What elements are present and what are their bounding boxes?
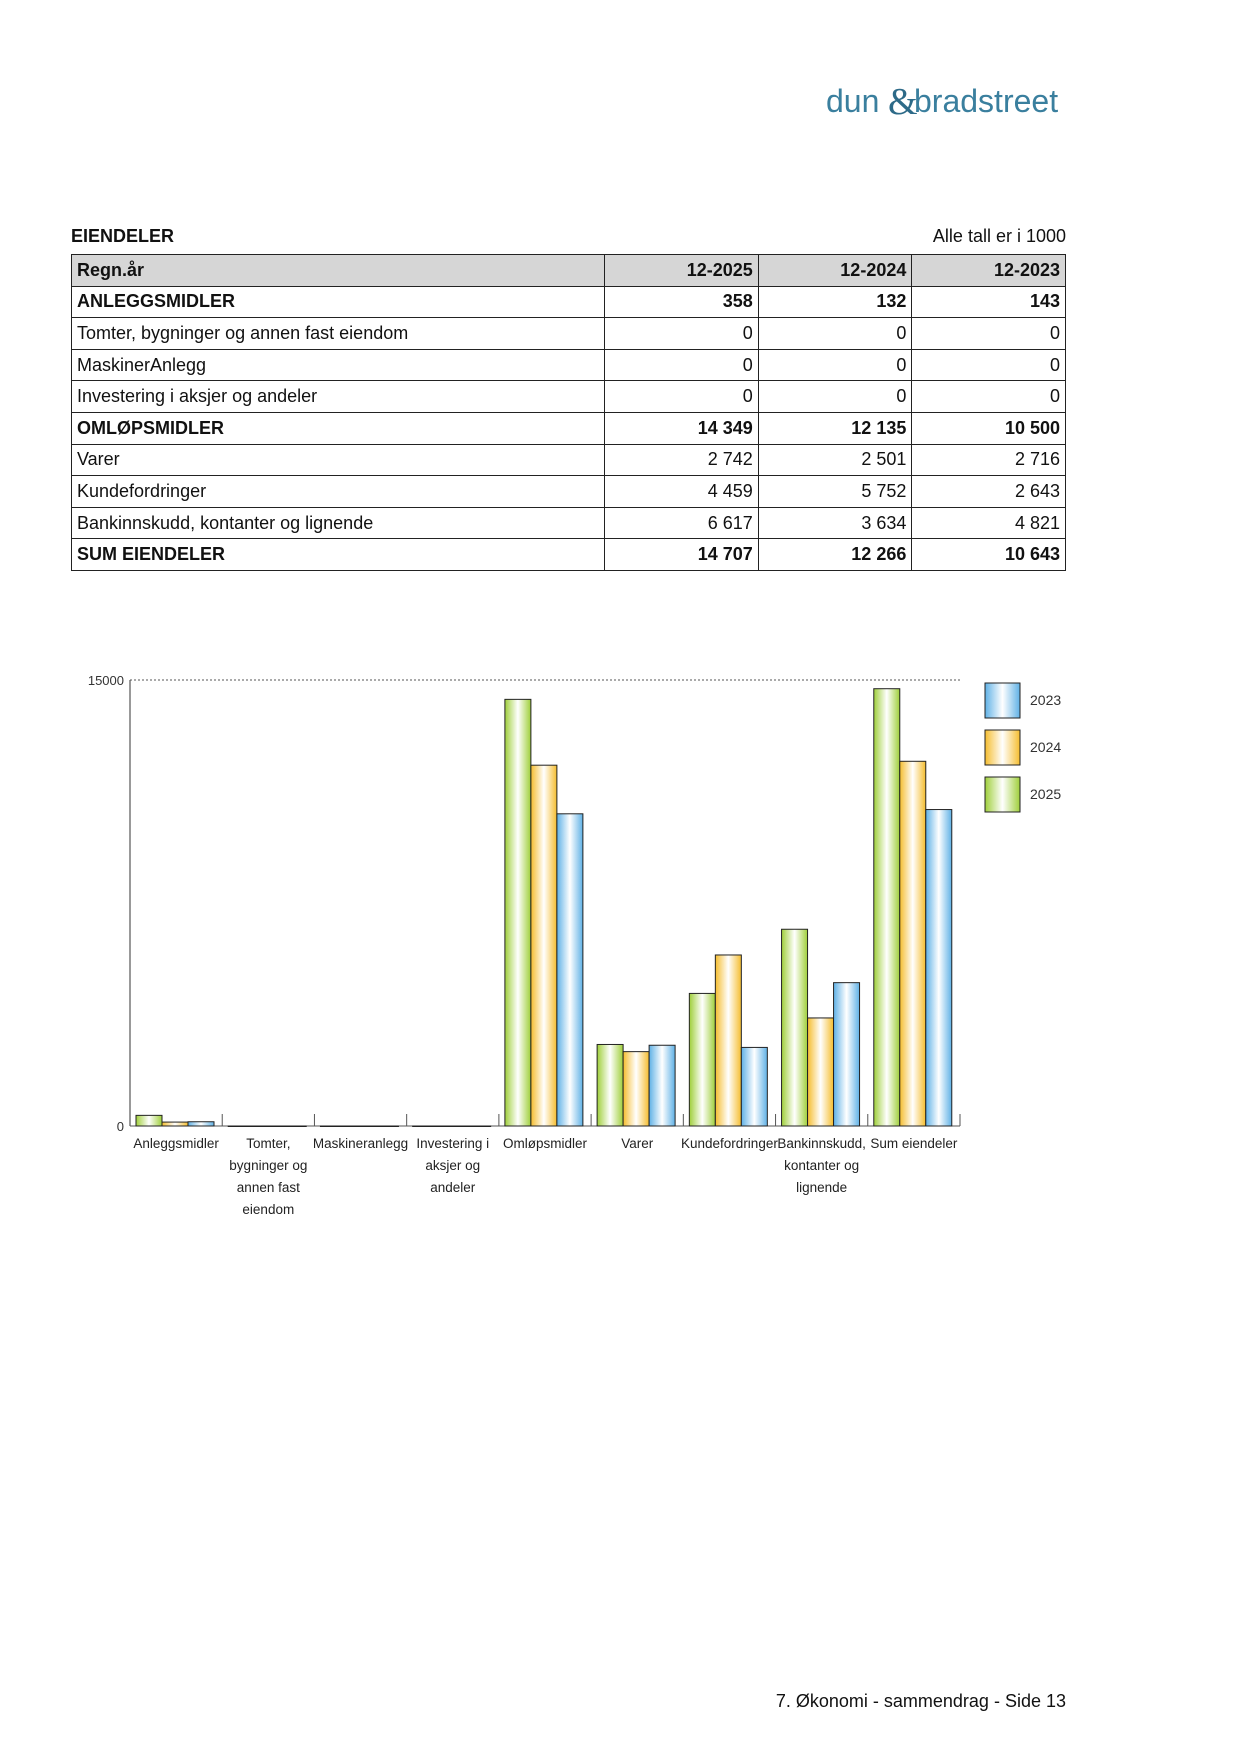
table-row bbox=[72, 286, 1066, 318]
bar-2024 bbox=[623, 1052, 649, 1126]
row-value: 0 bbox=[912, 381, 1066, 413]
chart-svg bbox=[60, 660, 1080, 1240]
assets-bar-chart bbox=[60, 660, 1080, 1240]
row-value: 0 bbox=[605, 318, 759, 350]
logo-text-bradstreet: bradstreet bbox=[914, 83, 1059, 119]
row-value: 2 501 bbox=[758, 444, 912, 476]
table-row bbox=[72, 507, 1066, 539]
column-header: Regn.år bbox=[72, 255, 605, 287]
bar-2025 bbox=[689, 993, 715, 1126]
row-value: 0 bbox=[912, 349, 1066, 381]
legend-label: 2025 bbox=[1030, 786, 1062, 802]
row-label: Varer bbox=[72, 444, 605, 476]
row-value: 14 349 bbox=[605, 412, 759, 444]
x-category-label: Bankinnskudd, bbox=[777, 1136, 866, 1151]
bar-2023 bbox=[649, 1045, 675, 1126]
row-value: 10 500 bbox=[912, 412, 1066, 444]
bar-2024 bbox=[715, 955, 741, 1126]
bar-2023 bbox=[188, 1122, 214, 1126]
bar-2025 bbox=[874, 689, 900, 1126]
x-category-label: eiendom bbox=[242, 1202, 295, 1217]
row-value: 12 266 bbox=[758, 539, 912, 571]
bar-2024 bbox=[531, 765, 557, 1126]
row-label: SUM EIENDELER bbox=[72, 539, 605, 571]
row-value: 0 bbox=[758, 349, 912, 381]
table-row bbox=[72, 381, 1066, 413]
bar-2025 bbox=[136, 1115, 162, 1126]
row-value: 4 821 bbox=[912, 507, 1066, 539]
table-row bbox=[72, 412, 1066, 444]
legend-swatch-2025 bbox=[985, 777, 1020, 812]
x-category-label: annen fast bbox=[236, 1180, 300, 1195]
row-value: 6 617 bbox=[605, 507, 759, 539]
unit-note: Alle tall er i 1000 bbox=[932, 226, 1066, 246]
table-row bbox=[72, 318, 1066, 350]
bar-2025 bbox=[413, 1126, 439, 1127]
y-tick-label: 15000 bbox=[87, 673, 124, 688]
row-label: MaskinerAnlegg bbox=[72, 349, 605, 381]
x-category-label: Anleggsmidler bbox=[133, 1136, 219, 1151]
bar-2023 bbox=[741, 1047, 767, 1126]
bar-2023 bbox=[372, 1126, 398, 1127]
table-header-row bbox=[72, 255, 1066, 287]
legend-swatch-2024 bbox=[985, 730, 1020, 765]
x-category-label: Kundefordringer bbox=[681, 1136, 778, 1151]
row-value: 2 643 bbox=[912, 476, 1066, 508]
bar-2024 bbox=[162, 1122, 188, 1126]
x-category-label: Varer bbox=[621, 1136, 654, 1151]
row-value: 358 bbox=[605, 286, 759, 318]
bar-2025 bbox=[597, 1044, 623, 1126]
x-category-label: Maskineranlegg bbox=[312, 1136, 409, 1151]
row-value: 0 bbox=[758, 318, 912, 350]
x-category-label: lignende bbox=[796, 1180, 848, 1195]
row-value: 14 707 bbox=[605, 539, 759, 571]
assets-table bbox=[71, 254, 1066, 571]
x-category-label: Tomter, bbox=[246, 1136, 291, 1151]
bar-2023 bbox=[465, 1126, 491, 1127]
row-value: 4 459 bbox=[605, 476, 759, 508]
bar-2023 bbox=[926, 810, 952, 1126]
row-label: Investering i aksjer og andeler bbox=[72, 381, 605, 413]
table-row bbox=[72, 349, 1066, 381]
table-row bbox=[72, 444, 1066, 476]
row-label: Bankinnskudd, kontanter og lignende bbox=[72, 507, 605, 539]
row-value: 10 643 bbox=[912, 539, 1066, 571]
dun-bradstreet-logo bbox=[826, 78, 1066, 126]
legend-label: 2024 bbox=[1030, 739, 1062, 755]
bar-2025 bbox=[320, 1126, 346, 1127]
bar-2023 bbox=[557, 814, 583, 1126]
row-label: Tomter, bygninger og annen fast eiendom bbox=[72, 318, 605, 350]
row-value: 0 bbox=[912, 318, 1066, 350]
bar-2024 bbox=[900, 761, 926, 1126]
bar-2024 bbox=[254, 1126, 280, 1127]
row-value: 12 135 bbox=[758, 412, 912, 444]
bar-2024 bbox=[439, 1126, 465, 1127]
page-footer: 7. Økonomi - sammendrag - Side 13 bbox=[775, 1691, 1066, 1711]
y-tick-label: 0 bbox=[116, 1119, 124, 1134]
row-value: 5 752 bbox=[758, 476, 912, 508]
row-value: 143 bbox=[912, 286, 1066, 318]
section-title: EIENDELER bbox=[71, 226, 175, 246]
bar-2024 bbox=[346, 1126, 372, 1127]
bar-2025 bbox=[782, 929, 808, 1126]
row-value: 0 bbox=[605, 381, 759, 413]
bar-2024 bbox=[808, 1018, 834, 1126]
section-header bbox=[71, 226, 1066, 250]
row-value: 132 bbox=[758, 286, 912, 318]
row-label: ANLEGGSMIDLER bbox=[72, 286, 605, 318]
x-category-label: Sum eiendeler bbox=[870, 1136, 958, 1151]
row-value: 3 634 bbox=[758, 507, 912, 539]
column-header: 12-2025 bbox=[605, 255, 759, 287]
row-value: 0 bbox=[605, 349, 759, 381]
table-row bbox=[72, 539, 1066, 571]
bar-2025 bbox=[505, 699, 531, 1126]
x-category-label: andeler bbox=[430, 1180, 476, 1195]
bar-2023 bbox=[834, 983, 860, 1126]
bar-2023 bbox=[280, 1126, 306, 1127]
x-category-label: bygninger og bbox=[229, 1158, 308, 1173]
legend-swatch-2023 bbox=[985, 683, 1020, 718]
column-header: 12-2023 bbox=[912, 255, 1066, 287]
column-header: 12-2024 bbox=[758, 255, 912, 287]
legend-label: 2023 bbox=[1030, 692, 1062, 708]
x-category-label: Investering i bbox=[416, 1136, 490, 1151]
bar-2025 bbox=[228, 1126, 254, 1127]
ampersand-logo-mark: & bbox=[888, 81, 918, 123]
x-category-label: kontanter og bbox=[784, 1158, 860, 1173]
row-label: Kundefordringer bbox=[72, 476, 605, 508]
row-value: 2 742 bbox=[605, 444, 759, 476]
row-value: 0 bbox=[758, 381, 912, 413]
table-row bbox=[72, 476, 1066, 508]
x-category-label: aksjer og bbox=[425, 1158, 481, 1173]
row-label: OMLØPSMIDLER bbox=[72, 412, 605, 444]
logo-text-dun: dun bbox=[826, 83, 880, 119]
row-value: 2 716 bbox=[912, 444, 1066, 476]
x-category-label: Omløpsmidler bbox=[502, 1136, 588, 1151]
